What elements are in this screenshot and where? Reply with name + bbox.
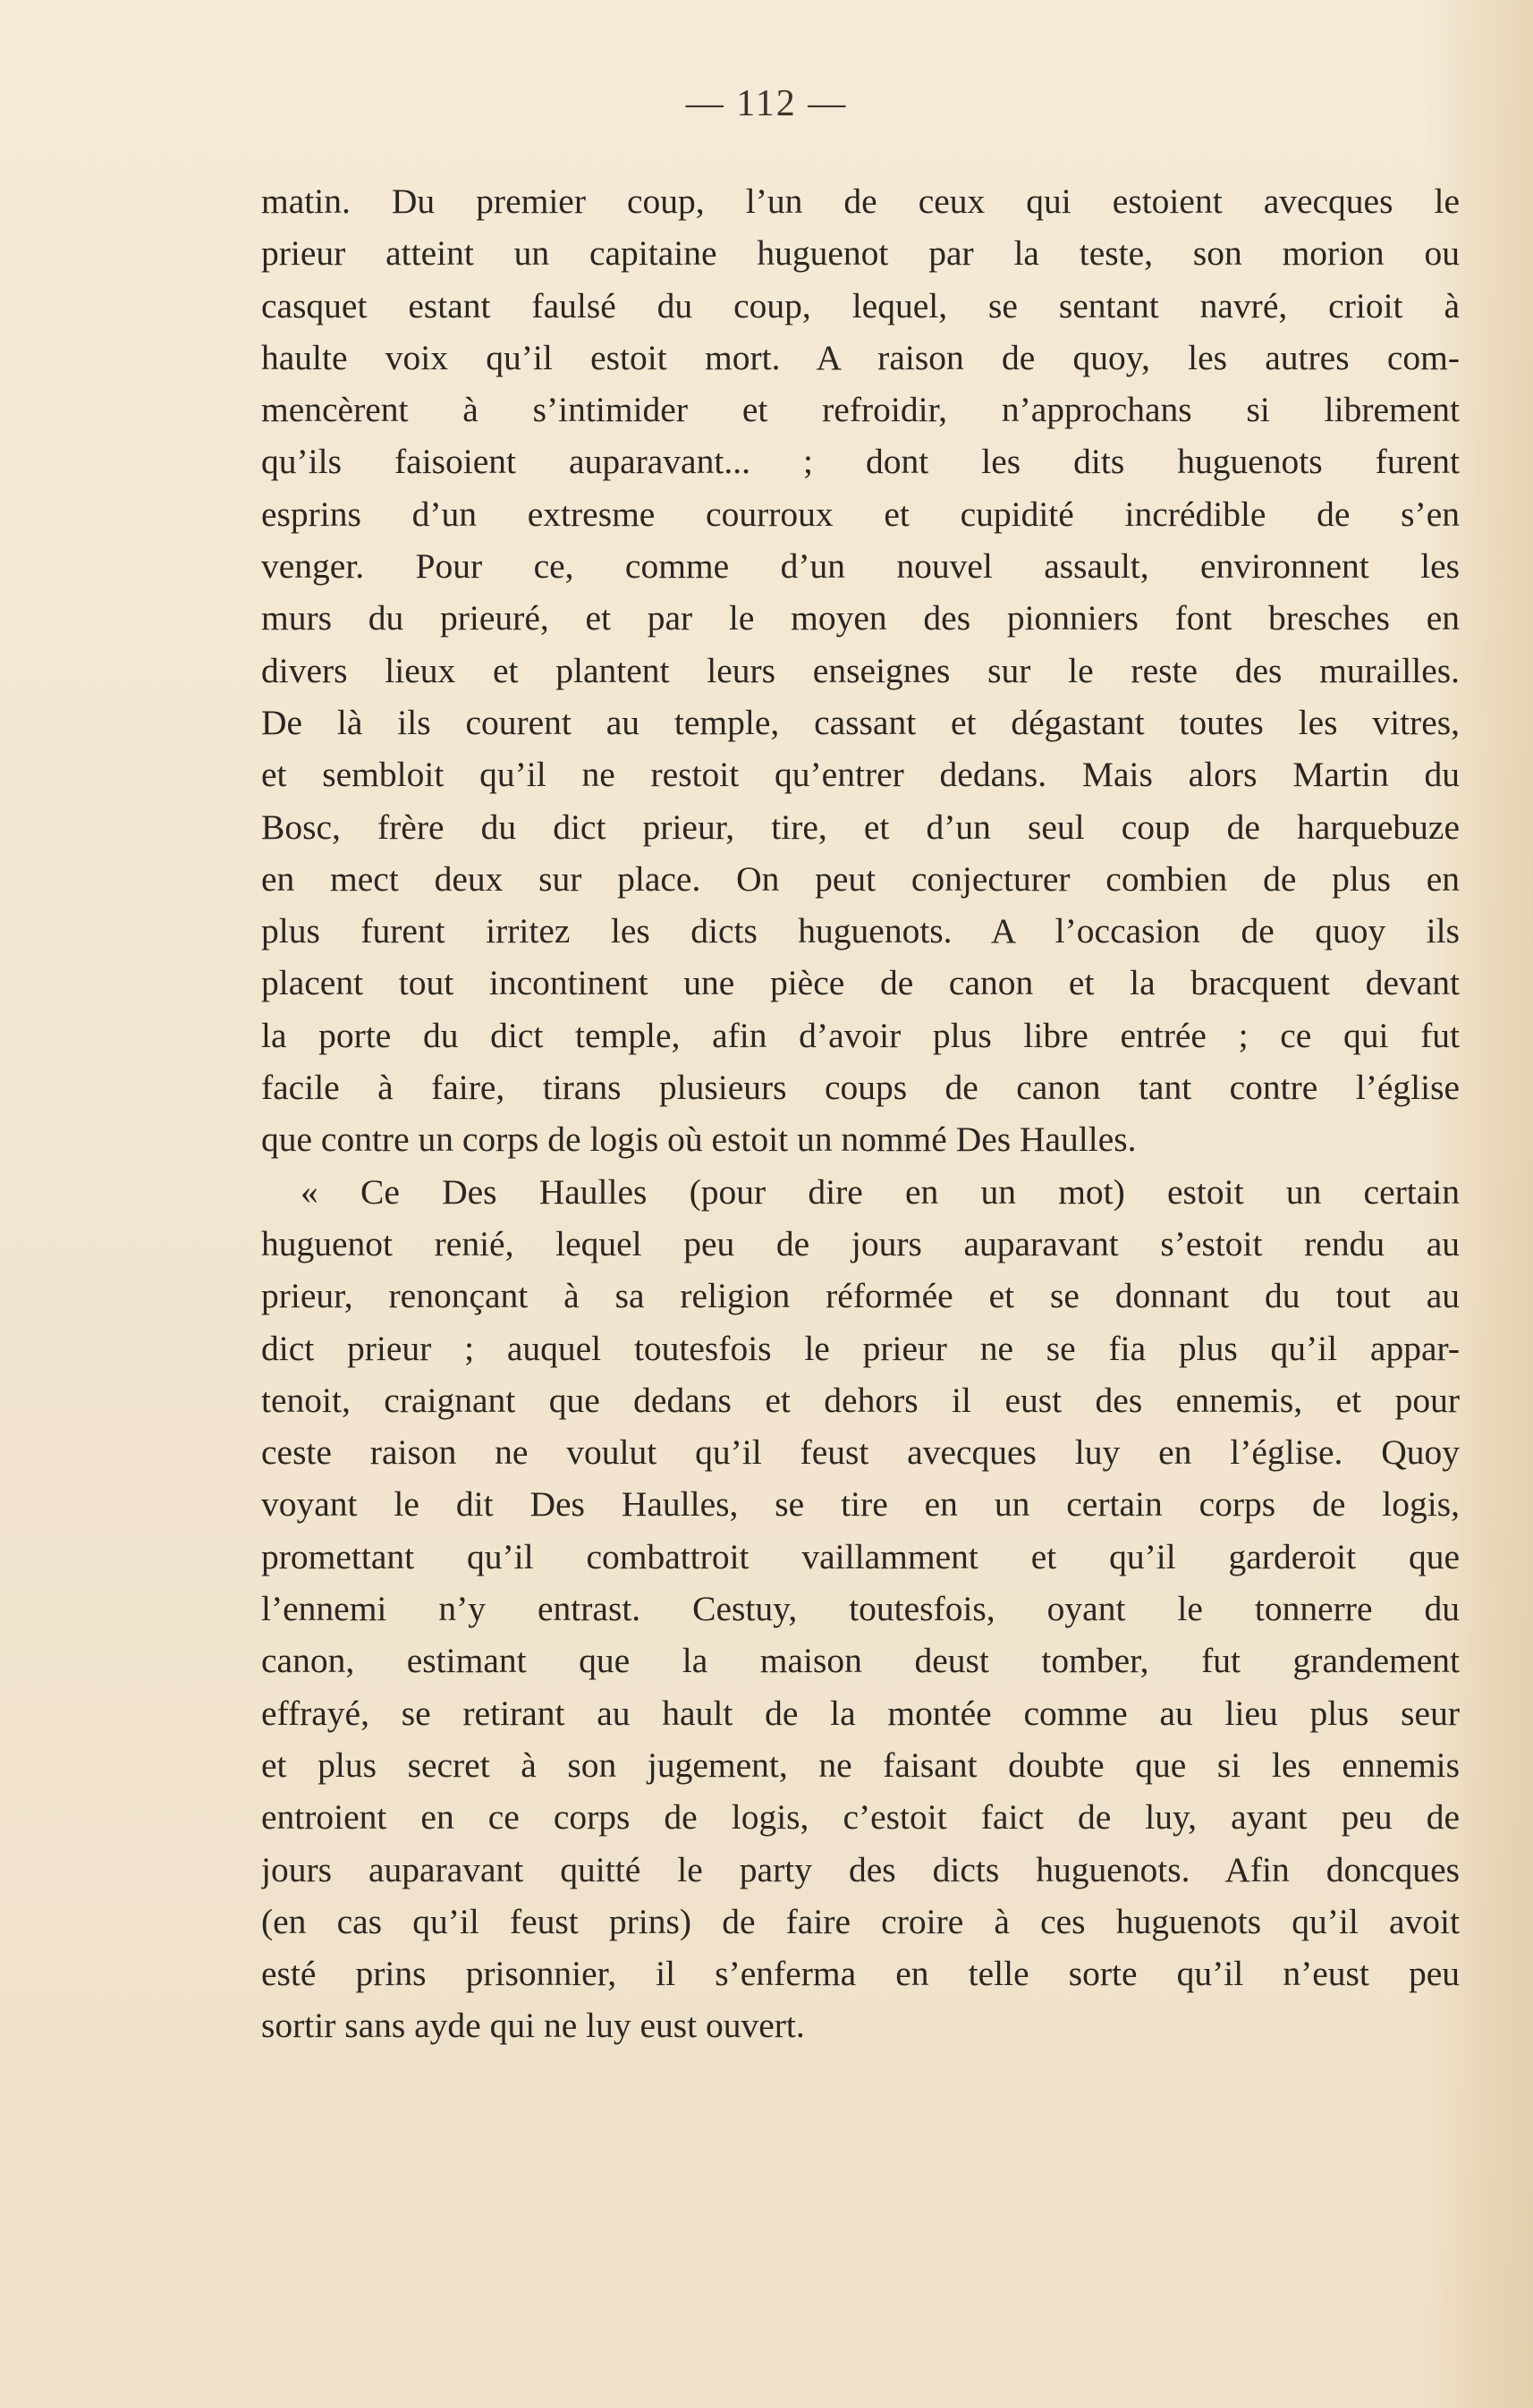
text-line: venger. Pour ce, comme d’un nouvel assault, environnent les [261,546,1460,587]
text-line: facile à faire, tirans plusieurs coups de canon tant contre l’église [261,1068,1460,1108]
text-line: matin. Du premier coup, l’un de ceux qui estoient avecques le [261,182,1460,221]
text-line: divers lieux et plantent leurs enseignes sur le reste des murailles. [261,650,1460,690]
paragraph-end-line: que contre un corps de logis où estoit un nommé Des Haulles. [261,1120,1137,1160]
text-line: entroient en ce corps de logis, c’estoit faict de luy, ayant peu de [261,1797,1460,1838]
text-line: esté prins prisonnier, il s’enferma en telle sorte qu’il n’eust peu [261,1954,1460,1994]
text-line: Bosc, frère du dict prieur, tire, et d’un seul coup de harquebuze [261,807,1460,847]
text-line: jours auparavant quitté le party des dicts huguenots. Afin doncques [261,1849,1460,1889]
text-line: l’ennemi n’y entrast. Cestuy, toutesfois, oyant le tonnerre du [261,1589,1460,1629]
text-line: et plus secret à son jugement, ne faisant doubte que si les ennemis [261,1745,1460,1785]
text-line: canon, estimant que la maison deust tomber, fut grandement [261,1641,1460,1681]
text-line: en mect deux sur place. On peut conjecturer combien de plus en [261,858,1460,899]
text-line: la porte du dict temple, afin d’avoir plus libre entrée ; ce qui fut [261,1015,1460,1055]
text-line: tenoit, craignant que dedans et dehors il eust des ennemis, et pour [261,1380,1460,1420]
text-line: De là ils courent au temple, cassant et dégastant toutes les vitres, [261,702,1460,742]
text-line: prieur, renonçant à sa religion réformée et se donnant du tout au [261,1276,1460,1316]
paragraph-end-line: sortir sans ayde qui ne luy eust ouvert. [261,2006,805,2046]
text-line: promettant qu’il combattroit vaillamment et qu’il garderoit que [261,1536,1460,1576]
text-line: casquet estant faulsé du coup, lequel, se sentant navré, crioit à [261,285,1460,325]
text-line: qu’ils faisoient auparavant... ; dont les dits huguenots furent [261,442,1460,482]
text-line: (en cas qu’il feust prins) de faire croire à ces huguenots qu’il avoit [261,1901,1460,1941]
body-text [261,175,1460,2052]
text-line: plus furent irritez les dicts huguenots. A l’occasion de quoy ils [261,911,1460,951]
text-line: voyant le dit Des Haulles, se tire en un certain corps de logis, [261,1484,1460,1525]
text-line: ceste raison ne voulut qu’il feust avecques luy en l’église. Quoy [261,1432,1460,1473]
text-line: et sembloit qu’il ne restoit qu’entrer dedans. Mais alors Martin du [261,755,1460,795]
text-line: placent tout incontinent une pièce de canon et la bracquent devant [261,963,1460,1003]
text-line: dict prieur ; auquel toutesfois le prieur ne se fia plus qu’il appar- [261,1328,1460,1368]
text-line: mencèrent à s’intimider et refroidir, n’approchans si librement [261,390,1460,430]
text-line: murs du prieuré, et par le moyen des pionniers font bresches en [261,598,1460,638]
text-line: effrayé, se retirant au hault de la montée comme au lieu plus seur [261,1693,1460,1733]
text-line: haulte voix qu’il estoit mort. A raison de quoy, les autres com- [261,337,1460,377]
text-line: huguenot renié, lequel peu de jours auparavant s’estoit rendu au [261,1223,1460,1263]
text-line: esprins d’un extresme courroux et cupidité incrédible de s’en [261,494,1460,534]
page-number: — 112 — [685,83,848,124]
text-line: prieur atteint un capitaine huguenot par la teste, son morion ou [261,233,1460,274]
paragraph-start-line: « Ce Des Haulles (pour dire en un mot) estoit un certain [301,1171,1460,1212]
